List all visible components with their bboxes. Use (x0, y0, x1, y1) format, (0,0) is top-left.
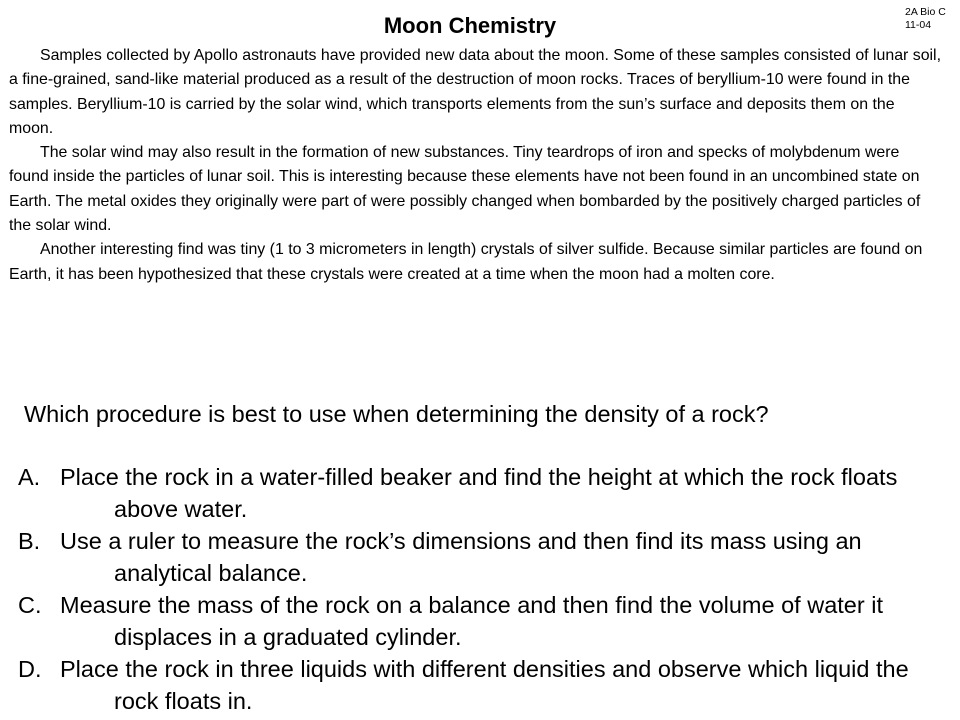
course-tag: 2A Bio C 11-04 (905, 6, 946, 31)
passage-paragraph-3: Another interesting find was tiny (1 to 3 micrometers in length) crystals of silver sulfide. Because similar particles are found on Earth, it has been hypothesized that these crystals were created at a time when the moon had a molten core. (9, 241, 923, 283)
option-text: Place the rock in a water-filled beaker and find the height at which the rock floats above water. (60, 464, 898, 522)
option-text: Use a ruler to measure the rock’s dimensions and then find its mass using an analytical balance. (60, 528, 862, 586)
option-letter: C. (18, 592, 42, 618)
question-text: Which procedure is best to use when determining the density of a rock? (24, 401, 769, 427)
option-letter: B. (18, 528, 41, 554)
option-letter: D. (18, 656, 42, 682)
passage-paragraph-1: Samples collected by Apollo astronauts have provided new data about the moon. Some of these samples consisted of lunar soil, a fine-grained, sand-like material produced as a result of the destruction of moon rocks. Traces of beryllium-10 were found in the samples. Beryllium-10 is carried by the solar wind, which transports elements from the sun’s surface and deposits them on the moon. (9, 47, 942, 137)
answer-options (18, 461, 954, 717)
answer-option-d[interactable] (18, 653, 954, 717)
answer-option-b[interactable] (18, 525, 954, 589)
option-letter: A. (18, 464, 41, 490)
page-title: Moon Chemistry (383, 13, 557, 38)
passage-paragraph-2: The solar wind may also result in the formation of new substances. Tiny teardrops of iron and specks of molybdenum were found inside the particles of lunar soil. This is interesting because these elements have not been found in an uncombined state on Earth. The metal oxides they originally were part of were possibly changed when bombarded by the positively charged particles of the solar wind. (9, 144, 921, 235)
option-text: Measure the mass of the rock on a balance and then find the volume of water it displaces in a graduated cylinder. (60, 592, 883, 650)
answer-option-c[interactable] (18, 589, 954, 653)
answer-option-a[interactable] (18, 461, 954, 525)
reading-passage (9, 44, 941, 287)
option-text: Place the rock in three liquids with different densities and observe which liquid the rock floats in. (60, 656, 909, 714)
